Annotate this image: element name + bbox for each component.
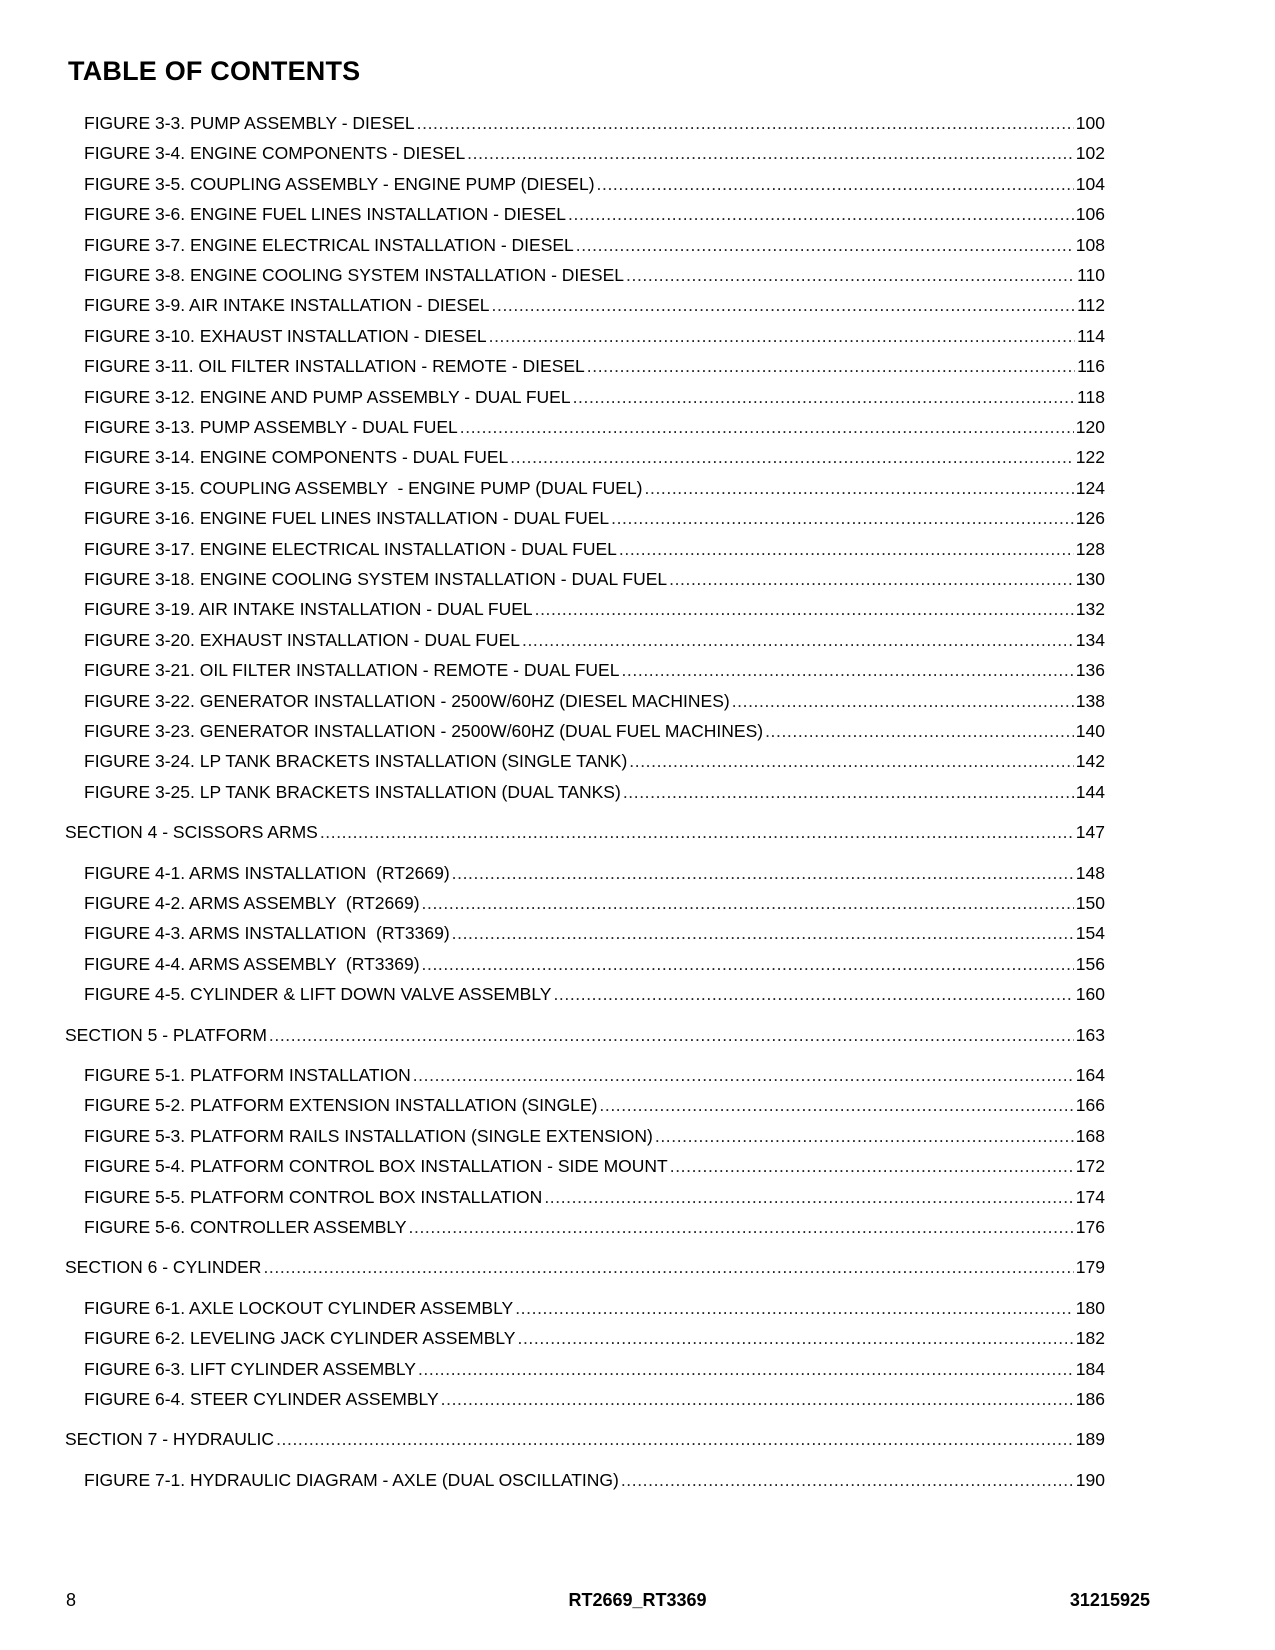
toc-entry-label: FIGURE 3-17. ENGINE ELECTRICAL INSTALLATION - DUAL FUEL [84, 538, 617, 559]
toc-entry-label: FIGURE 3-16. ENGINE FUEL LINES INSTALLATION - DUAL FUEL [84, 508, 610, 529]
toc-figure-entry[interactable] [84, 689, 1105, 713]
dot-leader [441, 1387, 1074, 1411]
toc-entry-label: FIGURE 3-20. EXHAUST INSTALLATION - DUAL FUEL [84, 629, 520, 650]
dot-leader [573, 385, 1076, 409]
toc-figure-entry[interactable] [84, 141, 1105, 165]
toc-entry-label: SECTION 5 - PLATFORM [65, 1024, 267, 1045]
toc-figure-entry[interactable] [84, 1124, 1105, 1148]
dot-leader [587, 354, 1075, 378]
toc-entry-page: 189 [1075, 1429, 1105, 1450]
toc-entry-page: 179 [1075, 1257, 1105, 1278]
toc-entry-label: FIGURE 3-12. ENGINE AND PUMP ASSEMBLY - DUAL FUEL [84, 386, 571, 407]
toc-figure-entry[interactable] [84, 567, 1105, 591]
toc-section-entry[interactable] [65, 1255, 1105, 1279]
toc-entry-label: SECTION 4 - SCISSORS ARMS [65, 822, 318, 843]
toc-entry-page: 186 [1075, 1389, 1105, 1409]
toc-figure-entry[interactable] [84, 385, 1105, 409]
toc-entry-page: 166 [1075, 1095, 1105, 1116]
toc-figure-entry[interactable] [84, 982, 1105, 1006]
toc-entry-label: FIGURE 3-8. ENGINE COOLING SYSTEM INSTALLATION - DIESEL [84, 265, 625, 285]
toc-entry-label: FIGURE 3-18. ENGINE COOLING SYSTEM INSTALLATION - DUAL FUEL [84, 569, 668, 589]
dot-leader [629, 749, 1074, 773]
toc-entry-label: FIGURE 6-4. STEER CYLINDER ASSEMBLY [84, 1389, 439, 1409]
toc-entry-page: 106 [1075, 204, 1105, 225]
toc-entry-label: FIGURE 3-9. AIR INTAKE INSTALLATION - DIESEL [84, 295, 490, 316]
toc-figure-entry[interactable] [84, 1215, 1105, 1239]
toc-entry-label: FIGURE 4-5. CYLINDER & LIFT DOWN VALVE ASSEMBLY [84, 984, 552, 1005]
toc-entry-page: 122 [1075, 447, 1105, 468]
toc-figure-entry[interactable] [84, 780, 1105, 804]
dot-leader [670, 1154, 1074, 1178]
toc-entry-page: 110 [1077, 265, 1105, 285]
toc-figure-entry[interactable] [84, 111, 1105, 135]
toc-entry-label: FIGURE 3-24. LP TANK BRACKETS INSTALLATION (SINGLE TANK) [84, 751, 628, 772]
toc-figure-entry[interactable] [84, 1093, 1105, 1117]
toc-entry-page: 156 [1075, 953, 1105, 974]
toc-figure-entry[interactable] [84, 1296, 1105, 1320]
toc-entry-page: 150 [1075, 893, 1105, 913]
toc-entry-page: 140 [1075, 721, 1105, 741]
dot-leader [645, 476, 1074, 500]
dot-leader [611, 506, 1074, 530]
dot-leader [467, 141, 1074, 165]
toc-figure-entry[interactable] [84, 537, 1105, 561]
toc-entry-label: FIGURE 3-25. LP TANK BRACKETS INSTALLATION (DUAL TANKS) [84, 781, 621, 802]
dot-leader [732, 689, 1074, 713]
toc-figure-entry[interactable] [84, 1185, 1105, 1209]
toc-figure-entry[interactable] [84, 749, 1105, 773]
page-footer [0, 1590, 1275, 1618]
toc-figure-entry[interactable] [84, 233, 1105, 257]
toc-entry-label: FIGURE 3-10. EXHAUST INSTALLATION - DIESEL [84, 325, 487, 346]
dot-leader [422, 952, 1074, 976]
toc-entry-page: 176 [1075, 1217, 1105, 1237]
toc-entry-label: FIGURE 6-2. LEVELING JACK CYLINDER ASSEMBLY [84, 1328, 516, 1349]
toc-entry-page: 112 [1077, 295, 1105, 316]
toc-entry-label: FIGURE 3-19. AIR INTAKE INSTALLATION - DUAL FUEL [84, 599, 533, 620]
dot-leader [269, 1023, 1074, 1047]
toc-entry-label: FIGURE 3-7. ENGINE ELECTRICAL INSTALLATION - DIESEL [84, 234, 574, 255]
dot-leader [276, 1427, 1074, 1451]
dot-leader [452, 861, 1074, 885]
toc-entry-page: 184 [1075, 1358, 1105, 1379]
toc-entry-label: SECTION 6 - CYLINDER [65, 1257, 262, 1278]
dot-leader [765, 719, 1074, 743]
toc-figure-entry[interactable] [84, 719, 1105, 743]
toc-section-entry[interactable] [65, 820, 1105, 844]
toc-entry-label: FIGURE 3-11. OIL FILTER INSTALLATION - REMOTE - DIESEL [84, 356, 585, 377]
dot-leader [517, 1326, 1073, 1350]
toc-entry-label: FIGURE 3-6. ENGINE FUEL LINES INSTALLATION - DIESEL [84, 204, 567, 225]
toc-entry-label: FIGURE 6-3. LIFT CYLINDER ASSEMBLY [84, 1358, 416, 1379]
toc-entry-label: FIGURE 5-2. PLATFORM EXTENSION INSTALLATION (SINGLE) [84, 1095, 598, 1116]
toc-entry-page: 154 [1075, 923, 1105, 944]
toc-figure-entry[interactable] [84, 1387, 1105, 1411]
toc-figure-entry[interactable] [84, 415, 1105, 439]
toc-entry-page: 100 [1075, 113, 1105, 133]
footer-doc-number: 31215925 [1069, 1590, 1150, 1610]
toc-entry-page: 102 [1075, 143, 1105, 164]
toc-entry-page: 180 [1075, 1297, 1105, 1318]
footer-page-number: 8 [66, 1590, 77, 1610]
toc-entry-page: 172 [1075, 1156, 1105, 1177]
dot-leader [621, 658, 1073, 682]
dot-leader [413, 1063, 1074, 1087]
dot-leader [320, 820, 1074, 844]
toc-entry-page: 182 [1075, 1328, 1105, 1349]
toc-entry-label: FIGURE 4-4. ARMS ASSEMBLY (RT3369) [84, 953, 420, 974]
toc-entry-label: FIGURE 4-2. ARMS ASSEMBLY (RT2669) [84, 893, 420, 913]
dot-leader [623, 780, 1074, 804]
dot-leader [422, 891, 1074, 915]
toc-entry-page: 144 [1075, 781, 1105, 802]
toc-entry-page: 163 [1075, 1024, 1105, 1045]
toc-entry-page: 138 [1075, 690, 1105, 711]
toc-entry-label: FIGURE 5-6. CONTROLLER ASSEMBLY [84, 1217, 407, 1237]
toc-figure-entry[interactable] [84, 1468, 1105, 1492]
dot-leader [489, 324, 1075, 348]
toc-entry-page: 174 [1075, 1186, 1105, 1207]
dot-leader [619, 537, 1074, 561]
dot-leader [418, 1357, 1074, 1381]
toc-entry-label: FIGURE 3-15. COUPLING ASSEMBLY - ENGINE PUMP (DUAL FUEL) [84, 477, 643, 498]
dot-leader [626, 263, 1075, 287]
toc-entry-label: FIGURE 3-22. GENERATOR INSTALLATION - 2500W/60HZ (DIESEL MACHINES) [84, 690, 730, 711]
dot-leader [621, 1468, 1074, 1492]
toc-figure-entry[interactable] [84, 597, 1105, 621]
dot-leader [568, 202, 1074, 226]
toc-figure-entry[interactable] [84, 172, 1105, 196]
toc-entry-label: FIGURE 4-1. ARMS INSTALLATION (RT2669) [84, 862, 450, 883]
toc-section-entry[interactable] [65, 1427, 1105, 1451]
dot-leader [535, 597, 1074, 621]
toc-figure-entry[interactable] [84, 293, 1105, 317]
toc-entry-page: 120 [1075, 417, 1105, 437]
toc-figure-entry[interactable] [84, 1357, 1105, 1381]
toc-entry-label: FIGURE 3-4. ENGINE COMPONENTS - DIESEL [84, 143, 466, 164]
toc-entry-label: FIGURE 3-14. ENGINE COMPONENTS - DUAL FUEL [84, 447, 509, 468]
toc-figure-entry[interactable] [84, 952, 1105, 976]
dot-leader [510, 445, 1074, 469]
toc-entry-label: FIGURE 5-5. PLATFORM CONTROL BOX INSTALLATION [84, 1186, 543, 1207]
toc-entry-label: SECTION 7 - HYDRAULIC [65, 1429, 275, 1450]
dot-leader [544, 1185, 1073, 1209]
toc-entry-label: FIGURE 6-1. AXLE LOCKOUT CYLINDER ASSEMBLY [84, 1297, 514, 1318]
footer-model: RT2669_RT3369 [568, 1590, 707, 1610]
toc-entry-page: 108 [1075, 234, 1105, 255]
toc-entry-page: 160 [1075, 984, 1105, 1005]
toc-entry-page: 128 [1075, 538, 1105, 559]
dot-leader [492, 293, 1076, 317]
toc-entry-page: 118 [1077, 386, 1105, 407]
toc-figure-entry[interactable] [84, 263, 1105, 287]
toc-figure-entry[interactable] [84, 1154, 1105, 1178]
toc-entry-page: 132 [1075, 599, 1105, 620]
toc-section-entry[interactable] [65, 1023, 1105, 1047]
toc-entry-page: 116 [1077, 356, 1105, 377]
toc-entry-label: FIGURE 3-13. PUMP ASSEMBLY - DUAL FUEL [84, 417, 458, 437]
toc-entry-label: FIGURE 3-5. COUPLING ASSEMBLY - ENGINE PUMP (DIESEL) [84, 173, 595, 194]
toc-entry-page: 126 [1075, 508, 1105, 529]
toc-entry-label: FIGURE 3-3. PUMP ASSEMBLY - DIESEL [84, 113, 415, 133]
page-title: TABLE OF CONTENTS [68, 56, 361, 86]
toc-entry-label: FIGURE 3-23. GENERATOR INSTALLATION - 2500W/60HZ (DUAL FUEL MACHINES) [84, 721, 764, 741]
dot-leader [417, 111, 1074, 135]
dot-leader [553, 982, 1073, 1006]
dot-leader [409, 1215, 1074, 1239]
toc-entry-page: 142 [1075, 751, 1105, 772]
toc-entry-label: FIGURE 5-3. PLATFORM RAILS INSTALLATION (SINGLE EXTENSION) [84, 1125, 653, 1146]
toc-entry-page: 114 [1077, 325, 1105, 346]
toc-figure-entry[interactable] [84, 1326, 1105, 1350]
dot-leader [655, 1124, 1074, 1148]
toc-figure-entry[interactable] [84, 1063, 1105, 1087]
dot-leader [576, 233, 1074, 257]
toc-entry-page: 164 [1075, 1065, 1105, 1085]
toc-entry-page: 134 [1075, 629, 1105, 650]
toc-figure-entry[interactable] [84, 628, 1105, 652]
toc-entry-page: 168 [1075, 1125, 1105, 1146]
dot-leader [669, 567, 1074, 591]
dot-leader [452, 921, 1074, 945]
toc-entry-page: 148 [1075, 862, 1105, 883]
toc-figure-entry[interactable] [84, 506, 1105, 530]
toc-figure-entry[interactable] [84, 324, 1105, 348]
toc-figure-entry[interactable] [84, 476, 1105, 500]
toc-figure-entry[interactable] [84, 861, 1105, 885]
toc-entry-page: 104 [1075, 173, 1105, 194]
toc-entry-label: FIGURE 4-3. ARMS INSTALLATION (RT3369) [84, 923, 450, 944]
toc-figure-entry[interactable] [84, 658, 1105, 682]
toc-entry-page: 130 [1075, 569, 1105, 589]
dot-leader [460, 415, 1074, 439]
toc-figure-entry[interactable] [84, 891, 1105, 915]
dot-leader [597, 172, 1074, 196]
toc-entry-label: FIGURE 7-1. HYDRAULIC DIAGRAM - AXLE (DUAL OSCILLATING) [84, 1469, 619, 1490]
toc-entry-label: FIGURE 5-4. PLATFORM CONTROL BOX INSTALLATION - SIDE MOUNT [84, 1156, 668, 1177]
toc-entry-page: 147 [1075, 822, 1105, 843]
toc-entry-page: 190 [1075, 1469, 1105, 1490]
toc-entry-label: FIGURE 5-1. PLATFORM INSTALLATION [84, 1065, 411, 1085]
toc-entry-page: 124 [1075, 477, 1105, 498]
dot-leader [599, 1093, 1073, 1117]
toc-entry-page: 136 [1075, 660, 1105, 681]
toc-figure-entry[interactable] [84, 354, 1105, 378]
dot-leader [515, 1296, 1074, 1320]
dot-leader [522, 628, 1074, 652]
toc-figure-entry[interactable] [84, 202, 1105, 226]
toc-entry-label: FIGURE 3-21. OIL FILTER INSTALLATION - REMOTE - DUAL FUEL [84, 660, 620, 681]
toc-figure-entry[interactable] [84, 445, 1105, 469]
dot-leader [263, 1255, 1073, 1279]
toc-figure-entry[interactable] [84, 921, 1105, 945]
